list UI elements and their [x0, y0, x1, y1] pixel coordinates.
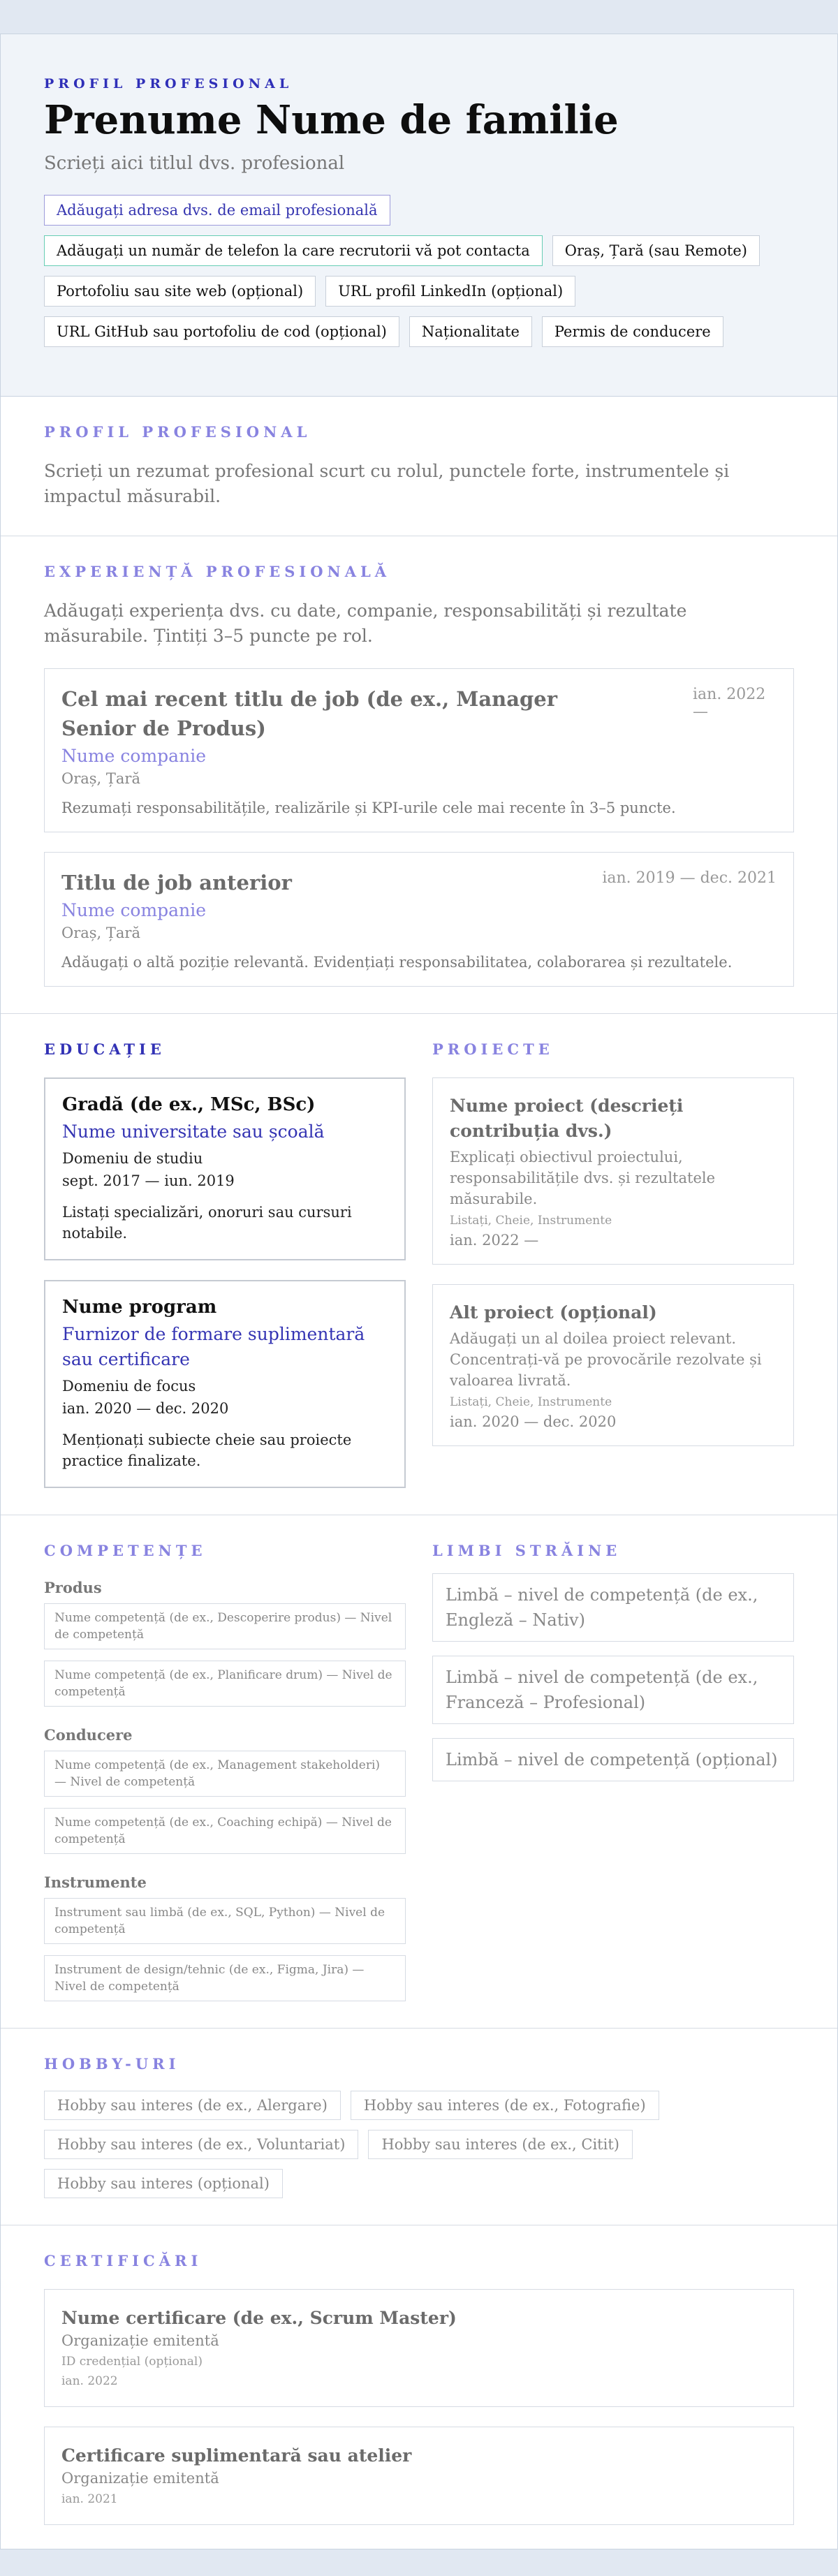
job-location: Oraș, Țară: [61, 925, 140, 941]
language-item[interactable]: Limbă – nivel de competență (de ex., Franceză – Profesional): [432, 1656, 794, 1724]
job-location: Oraș, Țară: [61, 770, 140, 787]
hobbies-section-title: HOBBY-URI: [44, 2055, 180, 2073]
hobby-chip[interactable]: Hobby sau interes (de ex., Fotografie): [351, 2091, 659, 2120]
skill-item[interactable]: Nume competență (de ex., Descoperire produs) — Nivel de competență: [44, 1603, 406, 1649]
job-card[interactable]: [44, 668, 794, 832]
contact-chips: [44, 195, 794, 347]
certification-card[interactable]: [44, 2289, 794, 2407]
certifications-section-title: CERTIFICĂRI: [44, 2252, 203, 2269]
header-kicker: PROFIL PROFESIONAL: [44, 76, 293, 91]
github-chip[interactable]: URL GitHub sau portofoliu de cod (opțional): [44, 316, 399, 347]
hobby-chip[interactable]: Hobby sau interes (opțional): [44, 2169, 283, 2198]
certification-credential: ID credențial (opțional): [61, 2355, 203, 2369]
project-name[interactable]: Alt proiect (opțional): [450, 1302, 657, 1323]
skill-item[interactable]: Instrument de design/tehnic (de ex., Figma, Jira) — Nivel de competență: [44, 1955, 406, 2001]
education-card[interactable]: [44, 1077, 406, 1260]
skill-group-title: Conducere: [44, 1726, 133, 1744]
hobby-chip[interactable]: Hobby sau interes (de ex., Alergare): [44, 2091, 341, 2120]
education-school[interactable]: Nume universitate sau școală: [62, 1121, 325, 1142]
certifications-section: [1, 2225, 837, 2549]
nationality-chip[interactable]: Naționalitate: [409, 316, 532, 347]
education-school[interactable]: Furnizor de formare suplimentară sau certificare: [62, 1324, 365, 1369]
job-description[interactable]: Rezumați responsabilitățile, realizările și KPI-urile cele mai recente în 3–5 puncte.: [61, 800, 676, 816]
resume-header: [1, 34, 837, 397]
project-date: ian. 2022 —: [450, 1232, 539, 1249]
certification-date: ian. 2022: [61, 2374, 118, 2388]
profile-summary[interactable]: Scrieți un rezumat profesional scurt cu rolul, punctele forte, instrumentele și impactul măsurabil.: [44, 461, 730, 506]
certification-name[interactable]: Nume certificare (de ex., Scrum Master): [61, 2308, 457, 2328]
hobby-chip[interactable]: Hobby sau interes (de ex., Voluntariat): [44, 2130, 358, 2159]
languages-column: [432, 1542, 794, 2001]
education-section-title: EDUCAȚIE: [44, 1040, 166, 1058]
education-degree[interactable]: Gradă (de ex., MSc, BSc): [62, 1094, 316, 1115]
job-company[interactable]: Nume companie: [61, 900, 206, 920]
skills-section-title: COMPETENȚE: [44, 1542, 207, 1559]
professional-title[interactable]: Scrieți aici titlul dvs. profesional: [44, 153, 345, 174]
projects-section-title: PROIECTE: [432, 1040, 554, 1058]
project-name[interactable]: Nume proiect (descrieți contribuția dvs.): [450, 1096, 684, 1141]
job-card[interactable]: [44, 852, 794, 987]
education-column: [44, 1040, 406, 1488]
experience-section-title: EXPERIENȚĂ PROFESIONALĂ: [44, 563, 391, 580]
job-title[interactable]: Cel mai recent titlu de job (de ex., Manager Senior de Produs): [61, 687, 558, 740]
experience-section: [1, 536, 837, 1014]
project-description[interactable]: Explicați obiectivul proiectului, responsabilitățile dvs. și rezultatele măsurabile.: [450, 1149, 716, 1207]
portfolio-chip[interactable]: Portofoliu sau site web (opțional): [44, 276, 316, 307]
skills-column: [44, 1542, 406, 2001]
education-dates: ian. 2020 — dec. 2020: [62, 1400, 229, 1417]
resume-page: [0, 34, 838, 2549]
email-chip[interactable]: Adăugați adresa dvs. de email profesională: [44, 195, 390, 226]
skills-languages-section: [1, 1515, 837, 2029]
certification-name[interactable]: Certificare suplimentară sau atelier: [61, 2445, 412, 2466]
language-item[interactable]: Limbă – nivel de competență (de ex., Engleză – Nativ): [432, 1573, 794, 1642]
education-note[interactable]: Listați specializări, onoruri sau cursuri notabile.: [62, 1204, 352, 1242]
project-card[interactable]: [432, 1284, 794, 1446]
languages-section-title: LIMBI STRĂINE: [432, 1542, 622, 1559]
full-name[interactable]: Prenume Nume de familie: [44, 97, 619, 143]
certification-date: ian. 2021: [61, 2492, 118, 2506]
phone-chip[interactable]: Adăugați un număr de telefon la care recrutorii vă pot contacta: [44, 235, 543, 266]
skill-group-title: Instrumente: [44, 1874, 147, 1891]
education-projects-section: [1, 1014, 837, 1515]
skill-item[interactable]: Instrument sau limbă (de ex., SQL, Python) — Nivel de competență: [44, 1898, 406, 1944]
job-date: ian. 2022 —: [693, 686, 766, 721]
job-description[interactable]: Adăugați o altă poziție relevantă. Evidențiați responsabilitatea, colaborarea și rezultatele.: [61, 954, 733, 971]
job-title[interactable]: Titlu de job anterior: [61, 871, 292, 895]
education-dates: sept. 2017 — iun. 2019: [62, 1172, 235, 1189]
project-description[interactable]: Adăugați un al doilea proiect relevant. Concentrați-vă pe provocările rezolvate și valoarea livrată.: [450, 1330, 762, 1389]
skill-item[interactable]: Nume competență (de ex., Coaching echipă) — Nivel de competență: [44, 1808, 406, 1854]
skill-item[interactable]: Nume competență (de ex., Management stakeholderi) — Nivel de competență: [44, 1751, 406, 1797]
education-note[interactable]: Menționați subiecte cheie sau proiecte practice finalizate.: [62, 1431, 352, 1469]
project-tags: Listați, Cheie, Instrumente: [450, 1214, 612, 1228]
skill-group-title: Produs: [44, 1579, 102, 1596]
hobbies-section: [1, 2029, 837, 2225]
education-degree[interactable]: Nume program: [62, 1297, 217, 1318]
profile-section-title: PROFIL PROFESIONAL: [44, 423, 311, 441]
hobby-chip[interactable]: Hobby sau interes (de ex., Citit): [368, 2130, 633, 2159]
education-field: Domeniu de focus: [62, 1378, 196, 1394]
education-card[interactable]: [44, 1280, 406, 1488]
certification-org[interactable]: Organizație emitentă: [61, 2332, 219, 2349]
project-date: ian. 2020 — dec. 2020: [450, 1413, 617, 1430]
language-item[interactable]: Limbă – nivel de competență (opțional): [432, 1738, 794, 1781]
certification-org[interactable]: Organizație emitentă: [61, 2470, 219, 2487]
job-date: ian. 2019 — dec. 2021: [602, 869, 777, 887]
experience-intro: Adăugați experiența dvs. cu date, companie, responsabilități și rezultate măsurabile. Țintiți 3–5 puncte pe rol.: [44, 601, 687, 646]
linkedin-chip[interactable]: URL profil LinkedIn (opțional): [325, 276, 575, 307]
hobby-chips: [44, 2091, 770, 2198]
education-field: Domeniu de studiu: [62, 1150, 203, 1167]
job-company[interactable]: Nume companie: [61, 746, 206, 766]
certification-card[interactable]: [44, 2427, 794, 2525]
projects-column: [432, 1040, 794, 1488]
profile-section: [1, 397, 837, 536]
project-card[interactable]: [432, 1077, 794, 1265]
skill-item[interactable]: Nume competență (de ex., Planificare drum) — Nivel de competență: [44, 1661, 406, 1707]
location-chip[interactable]: Oraș, Țară (sau Remote): [552, 235, 760, 266]
license-chip[interactable]: Permis de conducere: [542, 316, 723, 347]
project-tags: Listați, Cheie, Instrumente: [450, 1395, 612, 1409]
